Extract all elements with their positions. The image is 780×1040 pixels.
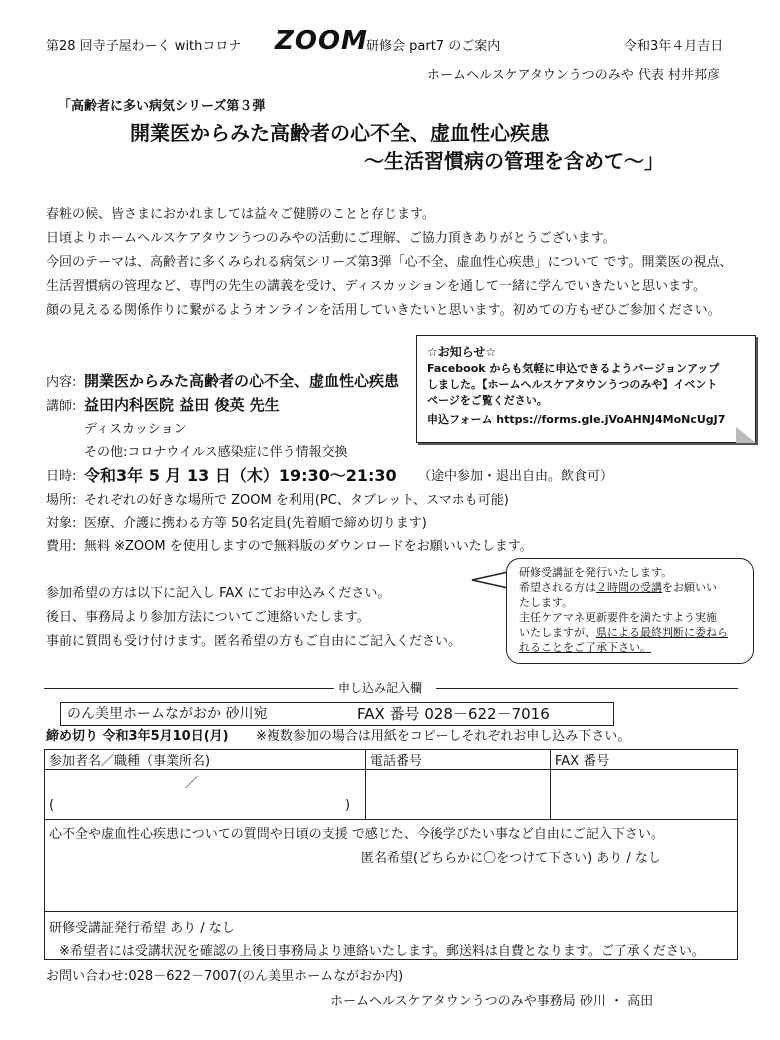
intro-line-1: 春粧の候、皆さまにおかれましては益々ご健勝のことと存じます。 — [46, 207, 435, 222]
fee-value: 無料 ※ZOOM を使用しますので無料版のダウンロードをお願いいたします。 — [84, 539, 533, 554]
contact-info: お問い合わせ:028－622－7007(のん美里ホームながおか内) — [46, 969, 404, 984]
fax-destination-box — [60, 702, 614, 726]
tel-input-cell[interactable] — [366, 770, 551, 820]
fee-label: 費用: — [46, 539, 77, 554]
bubble-line-2u: ２時間の受講 — [596, 581, 662, 594]
folded-corner-icon — [736, 427, 756, 443]
main-title: 開業医からみた高齢者の心不全、虚血性心疾患 — [130, 121, 550, 145]
organizer: ホームヘルスケアタウンうつのみや 代表 村井邦彦 — [427, 68, 720, 83]
certificate-bubble — [506, 558, 754, 664]
col-header-tel: 電話番号 — [366, 750, 551, 770]
bubble-line-1: 研修受講証を発行いたします。 — [519, 566, 673, 579]
datetime-note: （途中参加・退出自由。飲食可） — [418, 469, 614, 484]
intro-line-2: 日頃よりホームヘルスケアタウンうつのみやの活動にご理解、ご協力頂きありがとうございます。 — [46, 231, 616, 246]
intro-line-5: 顔の見えるる関係作りに繋がるようオンラインを活用していきたいと思います。初めての方もぜひご参加ください。 — [46, 303, 721, 318]
bubble-line-4: 主任ケアマネ更新要件を満たすよう実施 — [519, 611, 717, 624]
place-value: それぞれの好きな場所で ZOOM を利用(PC、タブレット、スマホも可能) — [84, 493, 509, 508]
col-header-fax: FAX 番号 — [551, 750, 738, 770]
apply-line-1: 参加希望の方は以下に記入し FAX にてお申込みください。 — [46, 586, 391, 601]
certificate-cell — [45, 912, 738, 960]
content-value: 開業医からみた高齢者の心不全、虚血性心疾患 — [84, 372, 400, 390]
bubble-line-2b: をお願いい — [662, 581, 717, 594]
bubble-line-5a: いたしますが、 — [519, 626, 596, 639]
col-header-name: 参加者名／職種（事業所名) — [45, 750, 366, 770]
certificate-note: ※希望者には受講状況を確認の上後日事務局より連絡いたします。郵送料は自費となります。ご了承ください。 — [59, 944, 705, 959]
issue-date: 令和3年４月吉日 — [624, 39, 724, 54]
series-label: 第28 回寺子屋わーく withコロナ — [46, 39, 242, 54]
name-slash: ／ — [185, 776, 199, 791]
content-label: 内容: — [46, 375, 77, 390]
bubble-line-2 — [519, 580, 717, 595]
seminar-label: 研修会 part7 のご案内 — [366, 39, 501, 54]
place-label: 場所: — [46, 493, 77, 508]
bubble-line-6u: れることをご了承下さい。 — [519, 641, 651, 654]
form-section-title: 申し込み記入欄 — [338, 681, 423, 695]
notice-line-3: ページをご覧ください。 — [427, 394, 548, 407]
lecturer-label: 講師: — [46, 399, 77, 414]
divider-right — [436, 688, 738, 689]
question-cell[interactable] — [45, 820, 738, 912]
zoom-logo-text: ZOOM — [275, 26, 368, 56]
apply-line-3: 事前に質問も受け付けます。匿名希望の方もご自由にご記入ください。 — [46, 634, 461, 649]
sub-title: ～生活習慣病の管理を含めて～」 — [364, 149, 664, 173]
lecturer-value: 益田内科医院 益田 俊英 先生 — [84, 396, 280, 414]
notice-title: ☆お知らせ☆ — [427, 345, 497, 359]
notice-line-2: しました。【ホームヘルスケアタウンうつのみや】イベント — [427, 378, 718, 391]
anonymous-option[interactable]: 匿名希望(どちらかに〇をつけて下さい) あり / なし — [361, 851, 661, 866]
paren-open: ( — [49, 798, 55, 813]
bubble-line-5u: 県による最終判断に委ねら — [596, 626, 728, 639]
fax-to: のん美里ホームながおか 砂川宛 — [67, 706, 268, 722]
office-info: ホームヘルスケアタウンうつのみや事務局 砂川 ・ 高田 — [330, 994, 654, 1009]
apply-line-2: 後日、事務局より参加方法についてご連絡いたします。 — [46, 610, 370, 625]
bubble-line-5 — [519, 625, 728, 640]
fax-number: FAX 番号 028－622－7016 — [357, 705, 550, 723]
certificate-request[interactable]: 研修受講証発行希望 あり / なし — [49, 921, 235, 936]
target-label: 対象: — [46, 516, 77, 531]
application-form-table — [44, 749, 738, 960]
intro-line-3: 今回のテーマは、高齢者に多くみられる病気シリーズ第3弾「心不全、虚血性心疾患」について です。開業医の視点、 — [46, 255, 733, 270]
bubble-tail-icon — [470, 566, 510, 594]
question-prompt: 心不全や虚血性心疾患についての質問や日頃の支援 で感じた、今後学びたい事など自由にご記入下さい。 — [49, 827, 664, 842]
bubble-line-3: たします。 — [519, 596, 574, 609]
notice-line-1: Facebook からも気軽に申込できるようバージョンアップ — [427, 362, 720, 375]
target-value: 医療、介護に携わる方等 50名定員(先着順で締め切ります) — [84, 516, 427, 531]
name-input-cell[interactable] — [45, 770, 366, 820]
divider-left — [44, 688, 334, 689]
intro-line-4: 生活習慣病の管理など、専門の先生の講義を受け、ディスカッションを通して一緒に学んでいきたいと思います。 — [46, 279, 707, 294]
bubble-line-2a: 希望される方は — [519, 581, 596, 594]
paren-close: ) — [345, 798, 351, 813]
datetime-label: 日時: — [46, 469, 77, 484]
deadline: 締め切り 令和3年5月10日(月) — [46, 729, 229, 744]
notice-box — [416, 335, 756, 443]
bubble-line-6 — [519, 640, 651, 655]
other-topic: その他:コロナウイルス感染症に伴う情報交換 — [84, 445, 348, 460]
discussion: ディスカッション — [84, 422, 187, 437]
fax-input-cell[interactable] — [551, 770, 738, 820]
datetime-value: 令和3年 5 月 13 日（木）19:30～21:30 — [84, 466, 397, 485]
notice-form-link[interactable]: 申込フォーム https://forms.gle.jVoAHNJ4MoNcUgJ7 — [427, 413, 726, 426]
series-title: 「高齢者に多い病気シリーズ第３弾 — [58, 99, 266, 114]
deadline-note: ※複数参加の場合は用紙をコピーしそれぞれお申し込み下さい。 — [256, 729, 631, 744]
